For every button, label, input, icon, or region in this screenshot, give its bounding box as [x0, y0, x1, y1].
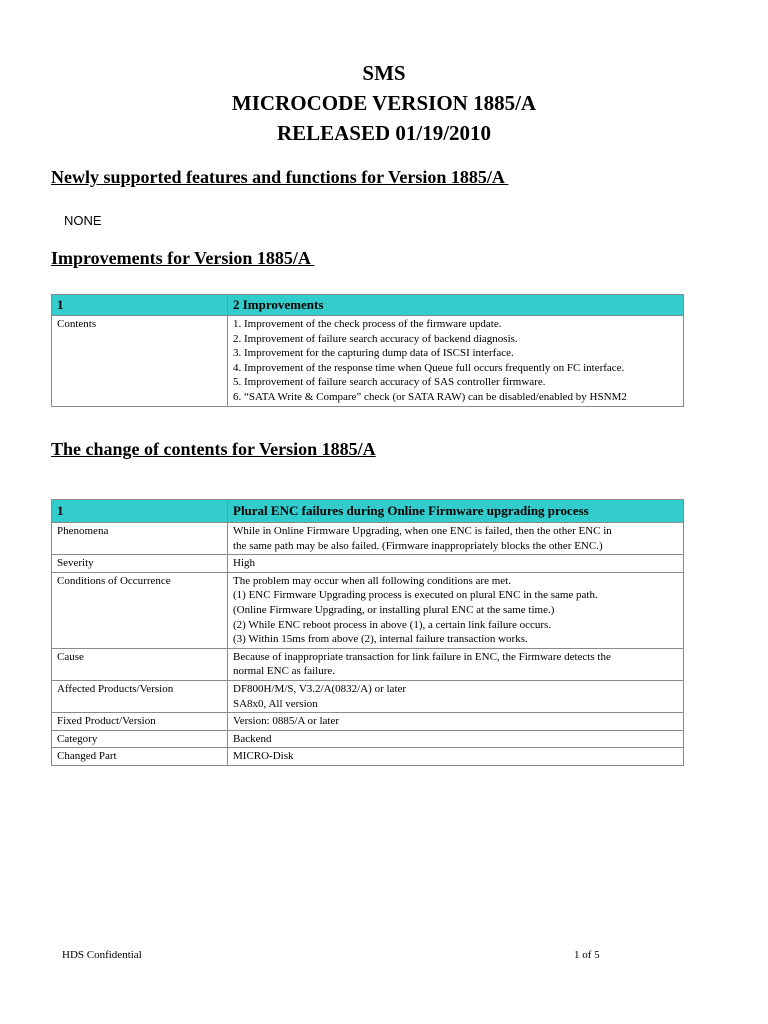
- improvement-item: 5. Improvement of failure search accuracy of SAS controller firmware.: [233, 376, 546, 389]
- improvements-header-title: 2 Improvements: [228, 295, 684, 316]
- change-row-phenomena: [52, 523, 684, 555]
- change-header-title: Plural ENC failures during Online Firmware upgrading process: [228, 500, 684, 523]
- improvements-heading: Improvements for Version 1885/A: [51, 248, 315, 268]
- value-line: (2) While ENC reboot process in above (1), a certain link failure occurs.: [233, 618, 552, 631]
- change-row-value: [228, 748, 684, 766]
- change-row-changed-part: [52, 748, 684, 766]
- improvement-item: 3. Improvement for the capturing dump data of ISCSI interface.: [233, 347, 514, 360]
- change-row-label: Category: [52, 730, 228, 748]
- change-row-category: [52, 730, 684, 748]
- change-row-label: Conditions of Occurrence: [52, 572, 228, 648]
- improvements-table-header: [52, 295, 684, 316]
- change-row-label: Phenomena: [52, 523, 228, 555]
- value-line: High: [233, 557, 255, 570]
- value-line: the same path may be also failed. (Firmware inappropriately blocks the other ENC.): [233, 539, 603, 552]
- footer-confidential: HDS Confidential: [62, 949, 142, 961]
- value-line: Because of inappropriate transaction for link failure in ENC, the Firmware detects the: [233, 650, 611, 663]
- newly-supported-content: NONE: [64, 213, 102, 228]
- change-table-header: [52, 500, 684, 523]
- value-line: (1) ENC Firmware Upgrading process is executed on plural ENC in the same path.: [233, 589, 598, 602]
- improvements-contents-row: [52, 316, 684, 407]
- change-row-label: Cause: [52, 648, 228, 680]
- change-row-conditions: [52, 572, 684, 648]
- value-line: The problem may occur when all following conditions are met.: [233, 574, 511, 587]
- change-row-fixed: [52, 713, 684, 731]
- improvements-table: [51, 294, 684, 407]
- improvements-header-number: 1: [52, 295, 228, 316]
- value-line: While in Online Firmware Upgrading, when one ENC is failed, then the other ENC in: [233, 525, 612, 537]
- value-line: Backend: [233, 732, 272, 745]
- change-row-value: [228, 648, 684, 680]
- change-row-label: Fixed Product/Version: [52, 713, 228, 731]
- value-line: (Online Firmware Upgrading, or installing plural ENC at the same time.): [233, 603, 555, 616]
- change-row-cause: [52, 648, 684, 680]
- footer-page-number: 1 of 5: [574, 949, 600, 961]
- improvements-items: [228, 316, 684, 407]
- change-row-value: [228, 730, 684, 748]
- change-row-value: [228, 572, 684, 648]
- change-row-label: Affected Products/Version: [52, 680, 228, 712]
- change-row-value: [228, 680, 684, 712]
- change-row-affected: [52, 680, 684, 712]
- change-row-value: [228, 713, 684, 731]
- change-header-number: 1: [52, 500, 228, 523]
- title-line-3: RELEASED 01/19/2010: [276, 121, 492, 145]
- newly-supported-heading: Newly supported features and functions for Version 1885/A: [51, 167, 509, 187]
- document-title: [0, 58, 768, 148]
- change-row-label: Severity: [52, 555, 228, 573]
- value-line: MICRO-Disk: [233, 750, 294, 763]
- change-row-value: [228, 555, 684, 573]
- title-line-1: SMS: [362, 61, 406, 85]
- improvement-item: 1. Improvement of the check process of the firmware update.: [233, 318, 502, 330]
- change-row-severity: [52, 555, 684, 573]
- value-line: (3) Within 15ms from above (2), internal failure transaction works.: [233, 633, 528, 646]
- title-line-2: MICROCODE VERSION 1885/A: [231, 91, 537, 115]
- value-line: Version: 0885/A or later: [233, 715, 340, 728]
- value-line: normal ENC as failure.: [233, 665, 336, 678]
- change-table: [51, 499, 684, 766]
- value-line: DF800H/M/S, V3.2/A(0832/A) or later: [233, 682, 407, 695]
- improvements-row-label: Contents: [52, 316, 228, 407]
- change-of-contents-heading: The change of contents for Version 1885/A: [51, 439, 376, 459]
- change-row-value: [228, 523, 684, 555]
- improvement-item: 4. Improvement of the response time when Queue full occurs frequently on FC interface.: [233, 361, 625, 374]
- change-row-label: Changed Part: [52, 748, 228, 766]
- improvement-item: 6. “SATA Write & Compare” check (or SATA RAW) can be disabled/enabled by HSNM2: [233, 390, 627, 403]
- value-line: SA8x0, All version: [233, 697, 318, 710]
- improvement-item: 2. Improvement of failure search accuracy of backend diagnosis.: [233, 332, 518, 345]
